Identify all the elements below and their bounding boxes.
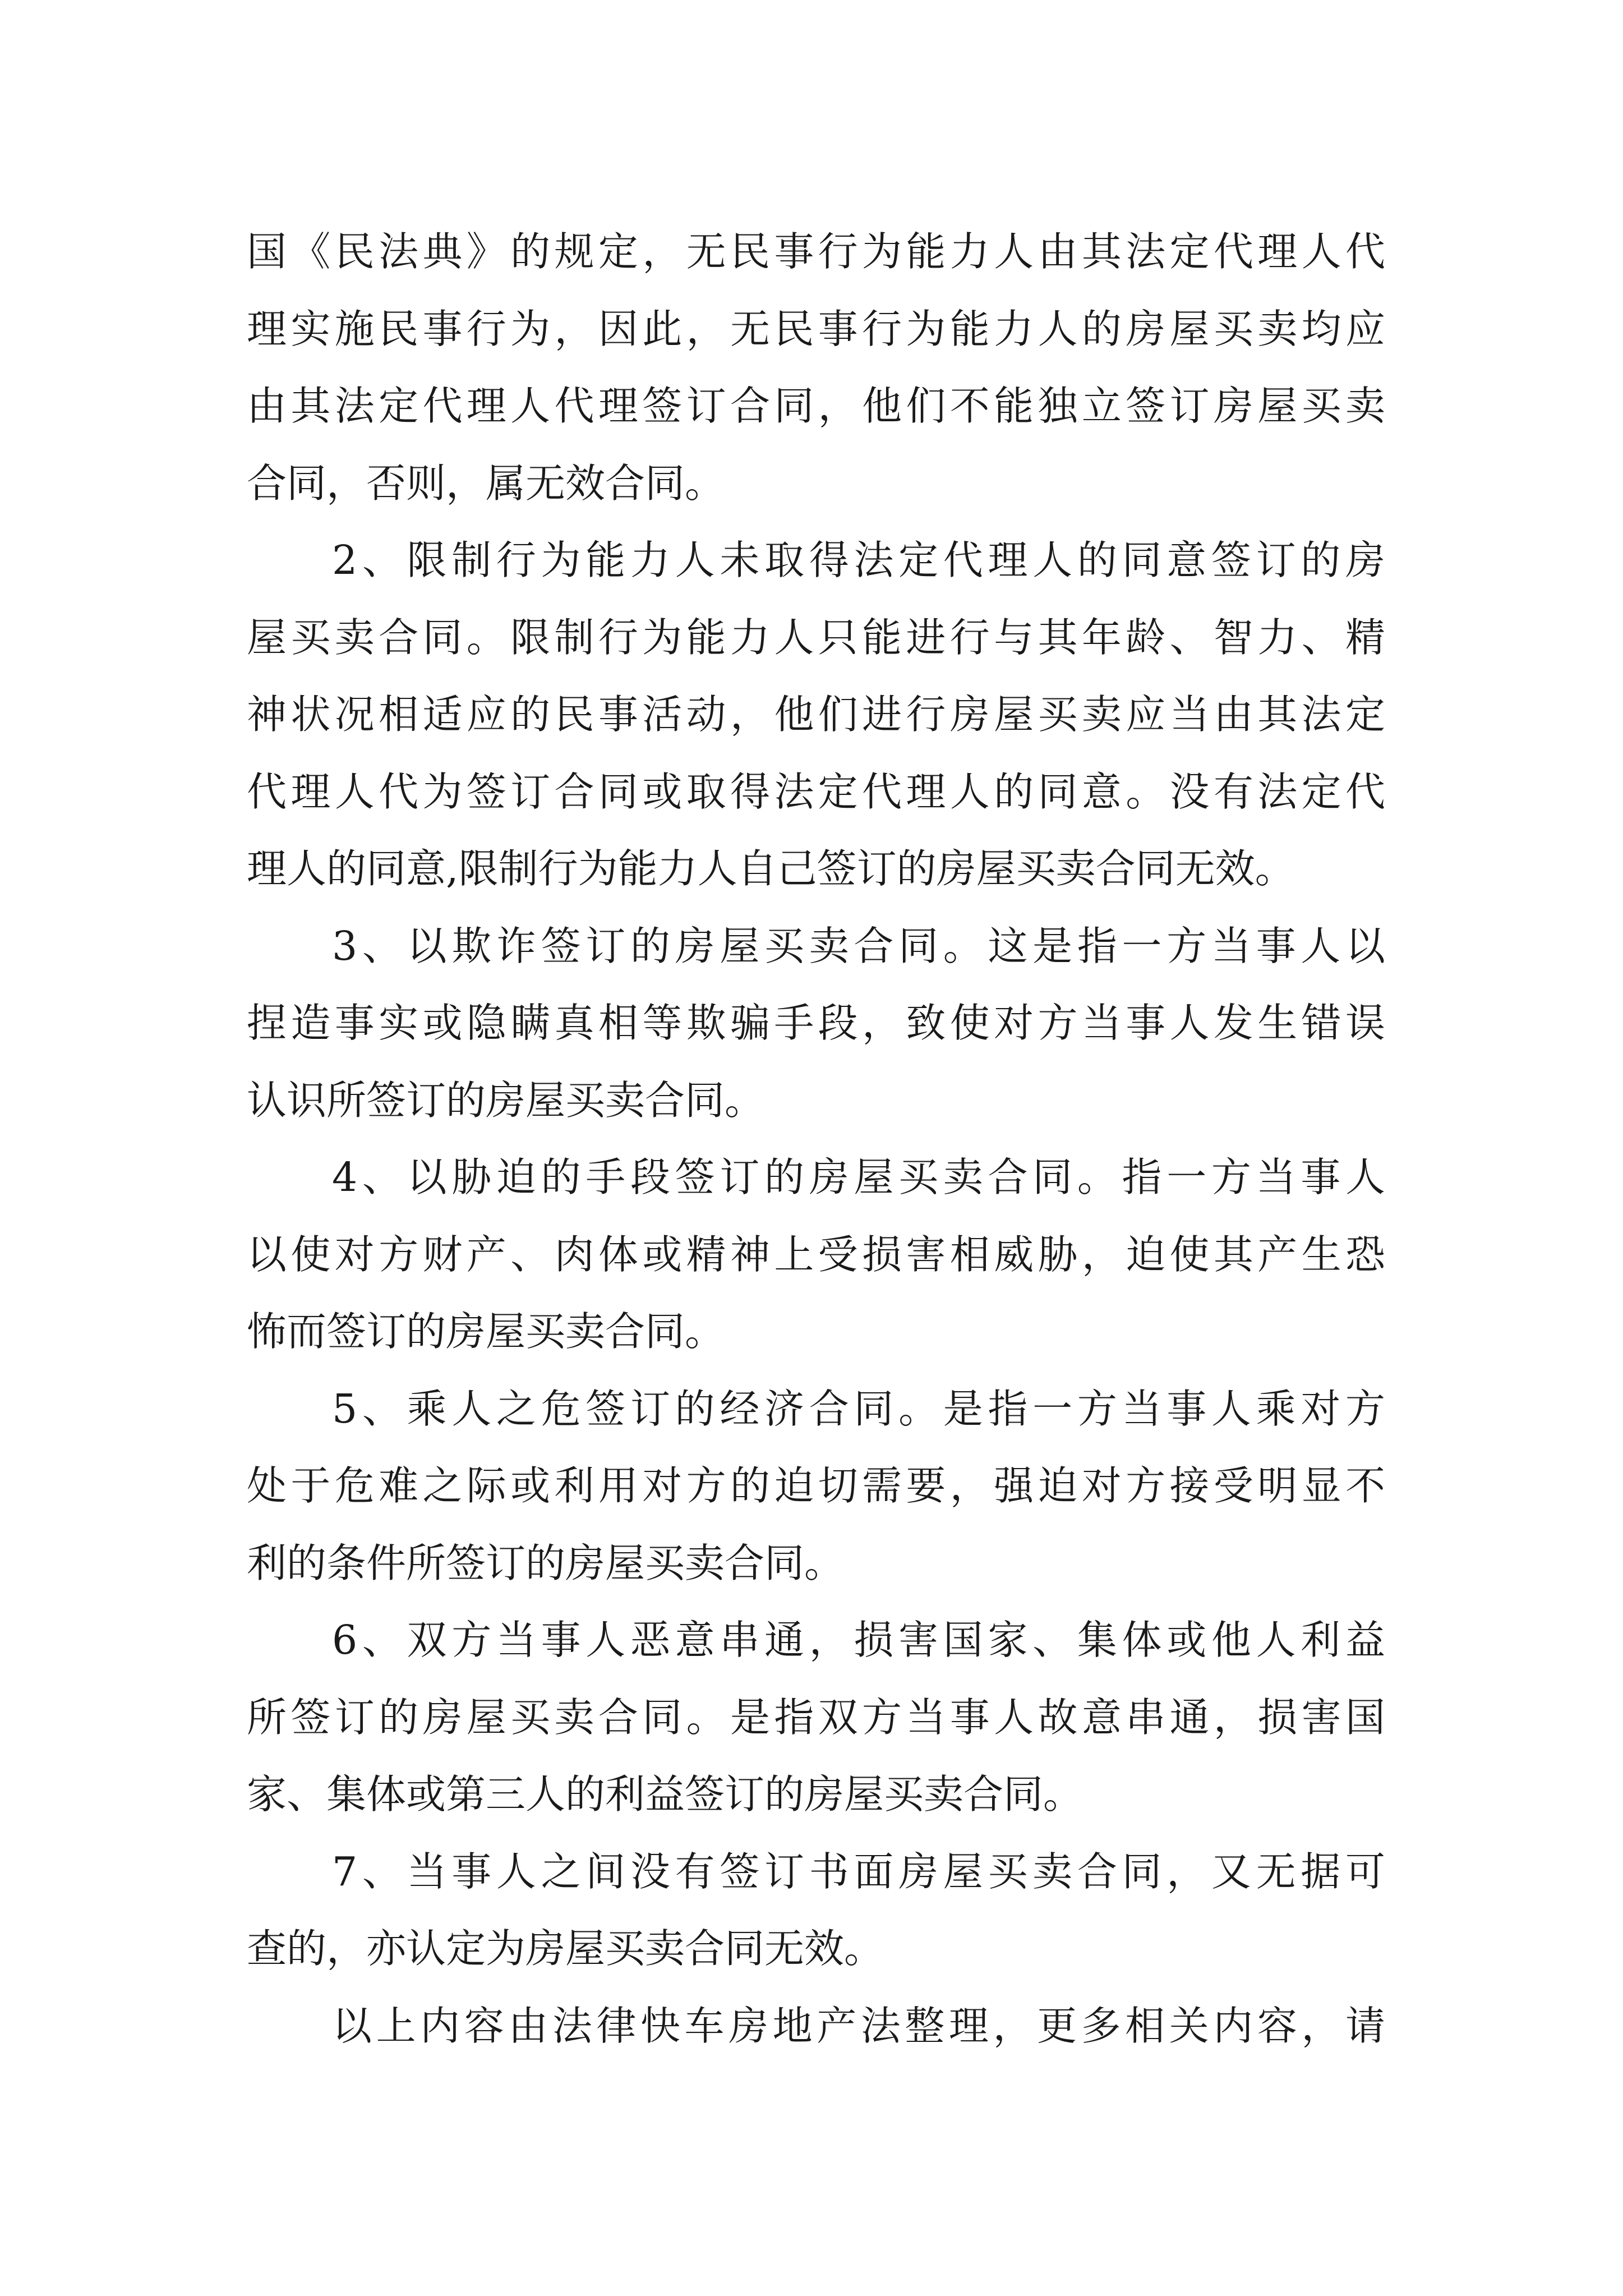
text-line: 2、限制行为能力人未取得法定代理人的同意签订的房	[332, 537, 1385, 583]
paragraph-item-2	[247, 522, 1385, 908]
text-line: 3、以欺诈签订的房屋买卖合同。这是指一方当事人以	[332, 922, 1385, 969]
text-line: 由其法定代理人代理签订合同，他们不能独立签订房屋买卖	[247, 383, 1385, 429]
text-line: 捏造事实或隐瞒真相等欺骗手段，致使对方当事人发生错误	[247, 1000, 1385, 1046]
paragraph-item-4	[247, 1139, 1385, 1370]
text-line: 所签订的房屋买卖合同。是指双方当事人故意串通，损害国	[247, 1694, 1385, 1741]
text-line: 神状况相适应的民事活动，他们进行房屋买卖应当由其法定	[247, 691, 1385, 738]
text-line: 代理人代为签订合同或取得法定代理人的同意。没有法定代	[247, 768, 1385, 815]
text-line: 4、以胁迫的手段签订的房屋买卖合同。指一方当事人	[332, 1154, 1385, 1200]
text-line: 家、集体或第三人的利益签订的房屋买卖合同。	[247, 1771, 1083, 1818]
text-line: 以使对方财产、肉体或精神上受损害相威胁，迫使其产生恐	[247, 1231, 1385, 1278]
paragraph-item-7	[247, 1833, 1385, 1987]
paragraph-item-5	[247, 1370, 1385, 1602]
text-line: 认识所签订的房屋买卖合同。	[247, 1076, 765, 1124]
text-line: 以上内容由法律快车房地产法整理，更多相关内容，请	[332, 2002, 1385, 2049]
document-page	[247, 213, 1385, 2064]
paragraph-item-3	[247, 908, 1385, 1139]
text-line: 处于危难之际或利用对方的迫切需要，强迫对方接受明显不	[247, 1462, 1385, 1509]
text-line: 查的，亦认定为房屋买卖合同无效。	[247, 1925, 884, 1972]
text-line: 合同，否则，属无效合同。	[247, 459, 725, 507]
text-line: 怖而签订的房屋买卖合同。	[247, 1308, 725, 1355]
text-line: 国《民法典》的规定，无民事行为能力人由其法定代理人代	[247, 228, 1385, 275]
text-line: 6、双方当事人恶意串通，损害国家、集体或他人利益	[332, 1617, 1385, 1663]
paragraph-closing	[247, 1987, 1385, 2065]
text-line: 利的条件所签订的房屋买卖合同。	[247, 1539, 845, 1586]
text-line: 7、当事人之间没有签订书面房屋买卖合同，又无据可	[332, 1848, 1385, 1895]
text-line: 理实施民事行为，因此，无民事行为能力人的房屋买卖均应	[247, 305, 1385, 352]
paragraph-continuation	[247, 213, 1385, 522]
text-line: 5、乘人之危签订的经济合同。是指一方当事人乘对方	[332, 1385, 1385, 1432]
paragraph-item-6	[247, 1602, 1385, 1833]
text-line: 理人的同意,限制行为能力人自己签订的房屋买卖合同无效。	[247, 845, 1295, 892]
text-line: 屋买卖合同。限制行为能力人只能进行与其年龄、智力、精	[247, 614, 1385, 661]
